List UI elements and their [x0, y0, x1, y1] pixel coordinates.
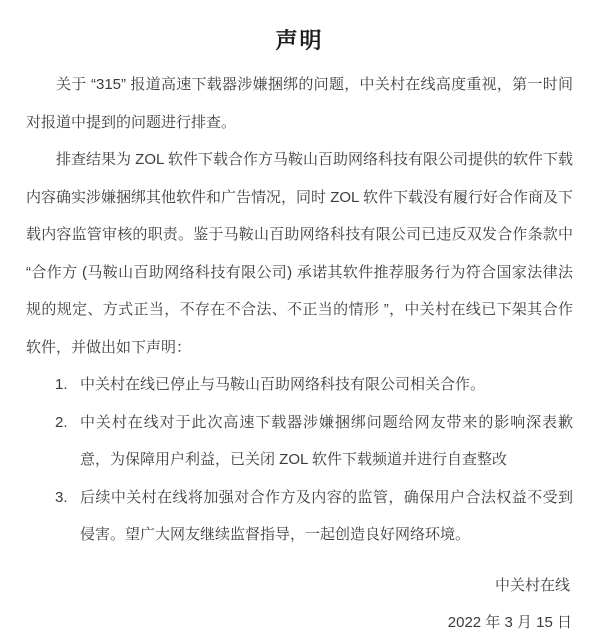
paragraph-intro: 关于 “315” 报道高速下载器涉嫌捆绑的问题，中关村在线高度重视，第一时间对报道中提到的问题进行排查。	[26, 76, 573, 131]
list-item-number: 2.	[55, 413, 68, 431]
statement-list	[26, 366, 573, 554]
list-item-text: 中关村在线已停止与马鞍山百助网络科技有限公司相关合作。	[80, 376, 486, 393]
list-item	[26, 366, 573, 404]
list-item-text: 后续中关村在线将加强对合作方及内容的监管，确保用户合法权益不受到侵害。望广大网友继续监督指导，一起创造良好网络环境。	[80, 488, 573, 543]
page-title: 声明	[275, 28, 324, 53]
list-item-number: 1.	[55, 376, 68, 393]
date: 2022 年 3 月 15 日	[447, 614, 572, 631]
list-item	[26, 404, 573, 479]
signature: 中关村在线	[494, 576, 570, 594]
paragraph-findings: 排查结果为 ZOL 软件下载合作方马鞍山百助网络科技有限公司提供的软件下载内容确实涉嫌捆绑其他软件和广告情况，同时 ZOL 软件下载没有履行好合作商及下载内容监管审核的职责。鉴于马鞍山百助网络科技有限公司已违反双发合作条款中 “合作方 (马鞍山百助网络科技有限公司) 承诺其软件推荐服务行为符合国家法律法规的规定、方式正当，不存在不合法、不正当的情形 ”，中关村在线已下架其合作软件，并做出如下声明：	[26, 151, 573, 356]
list-item-number: 3.	[55, 488, 68, 506]
list-item	[26, 479, 573, 554]
list-item-text: 中关村在线对于此次高速下载器涉嫌捆绑问题给网友带来的影响深表歉意，为保障用户利益，已关闭 ZOL 软件下载频道并进行自查整改	[80, 413, 573, 468]
